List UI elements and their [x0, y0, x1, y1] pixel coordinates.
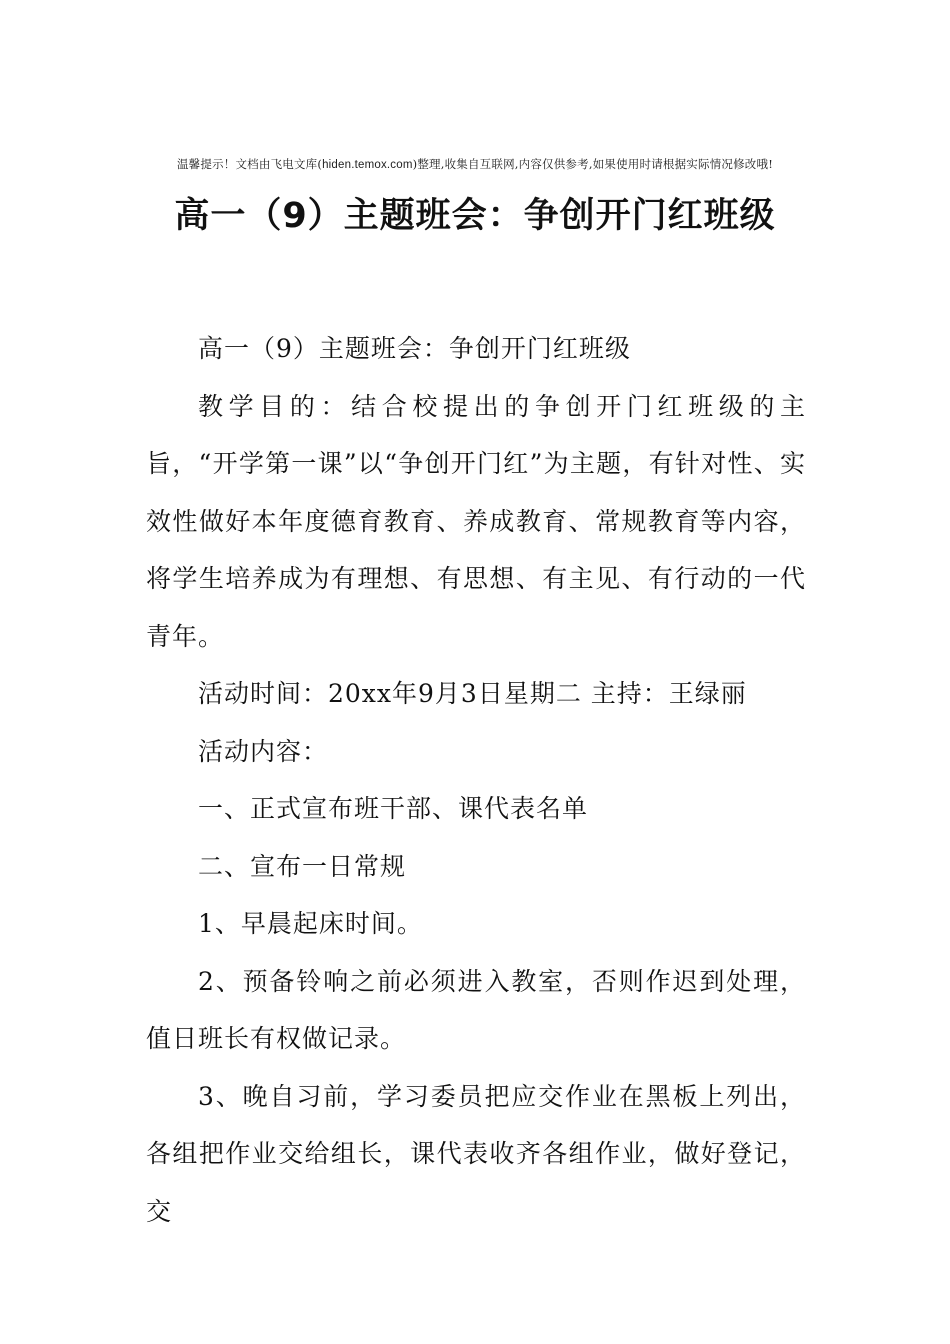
paragraph-subtitle: 高一（9）主题班会：争创开门红班级 — [198, 334, 631, 363]
paragraph-rule-two: 2、预备铃响之前必须进入教室，否则作迟到处理，值日班长有权做记录。 — [146, 966, 806, 1053]
paragraph-section-one: 一、正式宣布班干部、课代表名单 — [198, 794, 589, 823]
notice-prefix: 温馨提示！文档由飞电文库( — [176, 157, 323, 171]
notice-suffix: )整理,收集自互联网,内容仅供参考,如果使用时请根据实际情况修改哦! — [412, 157, 774, 171]
paragraph-teaching-goal: 教学目的：结合校提出的争创开门红班级的主旨，“开学第一课”以“争创开门红”为主题，有针对性、实效性做好本年度德育教育、养成教育、常规教育等内容，将学生培养成为有理想、有思想、有主见、有行动的一代青年。 — [146, 391, 806, 651]
paragraph-rule-one: 1、早晨起床时间。 — [198, 909, 423, 938]
notice-site-link[interactable]: hiden.temox.com — [322, 159, 413, 171]
paragraph-rule-three: 3、晚自习前，学习委员把应交作业在黑板上列出，各组把作业交给组长，课代表收齐各组作业，做好登记，交 — [146, 1081, 806, 1226]
paragraph-activity-time: 活动时间：20xx年9月3日星期二 主持：王绿丽 — [198, 679, 747, 708]
download-notice — [0, 156, 950, 172]
document-title: 高一（9）主题班会：争创开门红班级 — [174, 196, 776, 236]
document-body — [146, 320, 806, 1240]
paragraph-activity-content: 活动内容： — [198, 736, 329, 766]
paragraph-section-two: 二、宣布一日常规 — [198, 851, 407, 881]
